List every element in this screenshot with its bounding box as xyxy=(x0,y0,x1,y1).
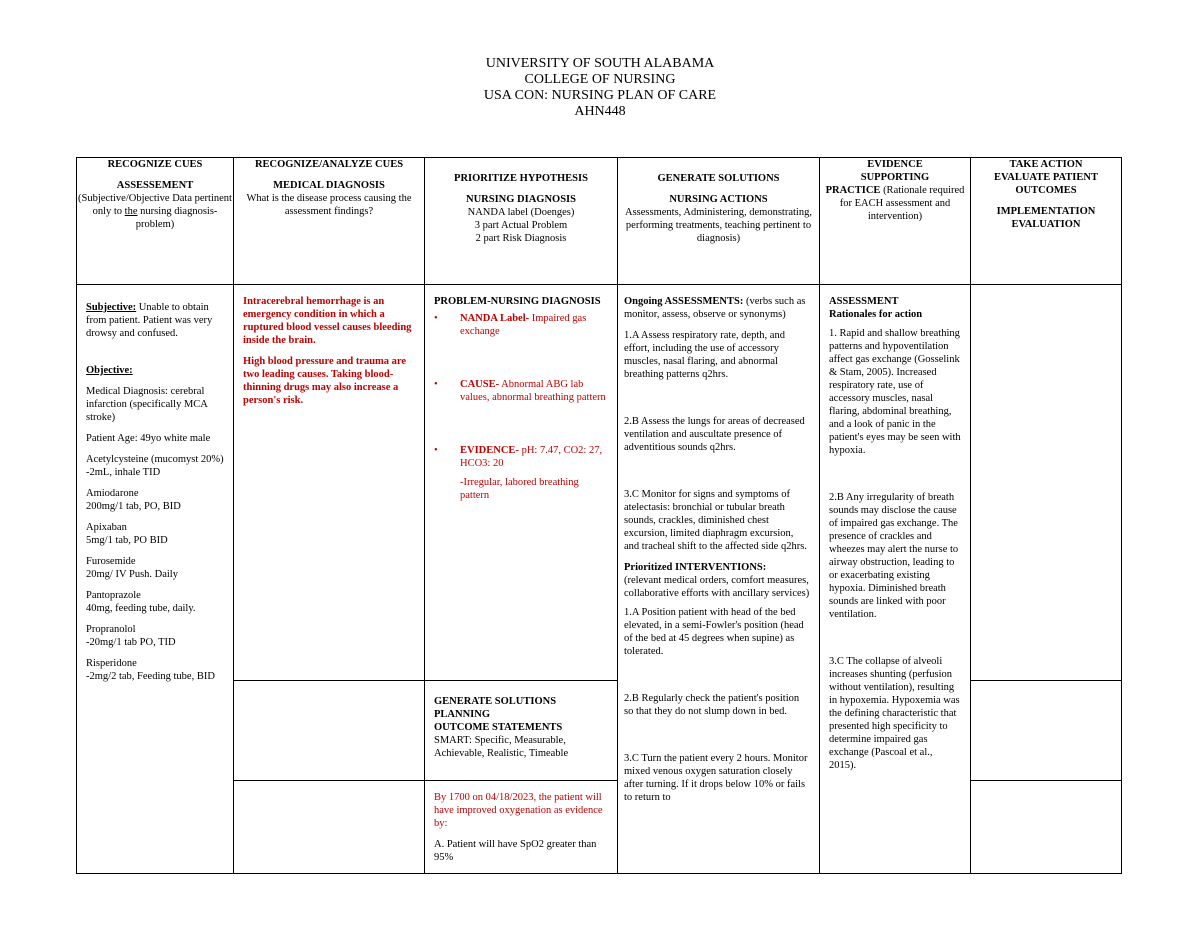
outcome-cell xyxy=(425,781,618,874)
evidence-heading: ASSESSMENT xyxy=(829,296,899,307)
action-assessment-3: 3.C Monitor for signs and symptoms of atelectasis: bronchial or tubular breath sounds, crackles, diminished chest excursion, limited diaphragm excursion, and tracheal shift to the affected side q2hrs. xyxy=(624,489,807,552)
document-title xyxy=(0,56,1200,120)
col-header-evidence: EVIDENCE SUPPORTING PRACTICE (Rationale required for EACH assessment and intervention) xyxy=(820,158,971,285)
outcome-goal: By 1700 on 04/18/2023, the patient will have improved oxygenation as evidence by: xyxy=(434,792,603,829)
col-header-recognize-cues: RECOGNIZE CUES ASSESSEMENT (Subjective/Objective Data pertinent only to the nursing diagnosis-problem) xyxy=(77,158,234,285)
cause-item: • CAUSE- Abnormal ABG lab values, abnormal breathing pattern xyxy=(434,379,606,403)
assessment-item: Pantoprazole 40mg, feeding tube, daily. xyxy=(86,590,196,614)
assessment-item: Furosemide 20mg/ IV Push. Daily xyxy=(86,556,178,580)
evaluation-cell-2 xyxy=(971,681,1122,781)
col-header-analyze-cues: RECOGNIZE/ANALYZE CUES MEDICAL DIAGNOSIS What is the disease process causing the assessment findings? xyxy=(234,158,425,285)
body-row-1 xyxy=(77,285,1122,681)
assessment-item: Acetylcysteine (mucomyst 20%) -2mL, inhale TID xyxy=(86,454,224,478)
ongoing-assessments-label: Ongoing ASSESSMENTS: xyxy=(624,296,744,307)
nanda-label-item: • NANDA Label- Impaired gas exchange xyxy=(434,313,587,337)
care-plan-table xyxy=(76,157,1122,874)
assessment-cell xyxy=(77,285,234,874)
nursing-actions-cell: Ongoing ASSESSMENTS: (verbs such as monitor, assess, observe or synonyms) 1.A Assess respiratory rate, depth, and effort, including the use of accessory muscles, nasal flaring, and abnormal breathing patterns q2hrs. 2.B Assess the lungs for areas of decreased ventilation and auscultate presence of adventitious sounds q2hrs. 3.C Monitor for signs and symptoms of atelectasis: bronchial or tubular breath sounds, crackles, diminished chest excursion, limited diaphragm excursion, and tracheal shift to the affected side q2hrs. Prioritized INTERVENTIONS: (relevant medical orders, comfort measures, collaborative efforts with ancillary services) 1.A Position patient with head of the bed elevated, in a semi-Fowler's position (head of the bed at 45 degrees when supine) as tolerated. 2.B Regularly check the patient's position so that they do not slump down in bed. 3.C Turn the patient every 2 hours. Monitor mixed venous oxygen saturation closely after turning. If it drops below 10% or fails to return to xyxy=(618,285,820,874)
university-name: UNIVERSITY OF SOUTH ALABAMA xyxy=(485,56,715,71)
evaluation-cell-3 xyxy=(971,781,1122,874)
smart-description: SMART: Specific, Measurable, Achievable, Realistic, Timeable xyxy=(434,735,569,759)
medical-dx-para-1: Intracerebral hemorrhage is an emergency condition in which a ruptured blood vessel causes bleeding inside the brain. xyxy=(243,296,412,346)
action-assessment-1: 1.A Assess respiratory rate, depth, and effort, including the use of accessory muscles, nasal flaring, and abnormal breathing patterns q2hrs. xyxy=(624,330,785,380)
assessment-item: Apixaban 5mg/1 tab, PO BID xyxy=(86,522,168,546)
assessment-item: Amiodarone 200mg/1 tab, PO, BID xyxy=(86,488,181,512)
evidence-item: • EVIDENCE- pH: 7.47, CO2: 27, HCO3: 20 -Irregular, labored breathing pattern xyxy=(434,445,603,501)
action-assessment-2: 2.B Assess the lungs for areas of decreased ventilation and auscultate presence of adventitious sounds q2hrs. xyxy=(624,416,805,453)
objective-label: Objective: xyxy=(86,365,133,376)
plan-name: USA CON: NURSING PLAN OF CARE xyxy=(483,88,717,103)
col-header-prioritize: PRIORITIZE HYPOTHESIS NURSING DIAGNOSIS NANDA label (Doenges) 3 part Actual Problem 2 part Risk Diagnosis xyxy=(425,158,618,285)
intervention-2: 2.B Regularly check the patient's position so that they do not slump down in bed. xyxy=(624,693,800,717)
blank-cell-med-3 xyxy=(234,781,425,874)
course-code: AHN448 xyxy=(574,104,626,119)
nursing-diagnosis-cell xyxy=(425,285,618,681)
evidence-cell: ASSESSMENT Rationales for action 1. Rapid and shallow breathing patterns and hypoventilation affect gas exchange (Gosselink & Stam, 2005). Increased respiratory rate, use of accessory muscles, nasal flaring, abdominal breathing, and a look of panic in the patient's eyes may be seen with hypoxia. 2.B Any irregularity of breath sounds may disclose the cause of impaired gas exchange. The presence of crackles and wheezes may alert the nurse to airway obstruction, leading to or exacerbating existing hypoxia. Diminished breath sounds are linked with poor ventilation. 3.C The collapse of alveoli increases shunting (perfusion without ventilation), resulting in hypoxemia. Hypoxemia was the defining characteristic that presented high specificity to determine impaired gas exchange (Pascoal et al., 2015). xyxy=(820,285,971,874)
evaluation-cell-1 xyxy=(971,285,1122,681)
assessment-item: Risperidone -2mg/2 tab, Feeding tube, BID xyxy=(86,658,215,682)
subjective-text: Unable to obtain from patient. Patient was very drowsy and confused. xyxy=(86,302,213,339)
problem-heading: PROBLEM-NURSING DIAGNOSIS xyxy=(434,296,601,307)
subjective-label: Subjective: xyxy=(86,302,137,313)
assessment-item: Propranolol -20mg/1 tab PO, TID xyxy=(86,624,176,648)
intervention-1: 1.A Position patient with head of the bed elevated, in a semi-Fowler's position (head of the bed at 45 degrees when supine) as tolerated. xyxy=(624,607,804,657)
interventions-label: Prioritized INTERVENTIONS: xyxy=(624,562,767,573)
col-header-take-action: TAKE ACTION EVALUATE PATIENT OUTCOMES IMPLEMENTATION EVALUATION xyxy=(971,158,1122,285)
medical-diagnosis-cell xyxy=(234,285,425,681)
medical-dx-para-2: High blood pressure and trauma are two leading causes. Taking blood-thinning drugs may also increase a person's risk. xyxy=(243,356,407,406)
blank-cell-med-2 xyxy=(234,681,425,781)
col-header-generate-solutions: GENERATE SOLUTIONS NURSING ACTIONS Assessments, Administering, demonstrating, performing treatments, teaching pertinent to diagnosis) xyxy=(618,158,820,285)
header-row xyxy=(77,158,1122,285)
intervention-3: 3.C Turn the patient every 2 hours. Monitor mixed venous oxygen saturation closely after turning. If it drops below 10% or fails to return to xyxy=(624,753,808,803)
outcome-criterion: A. Patient will have SpO2 greater than 95% xyxy=(434,839,597,863)
assessment-item: Patient Age: 49yo white male xyxy=(86,433,211,444)
rationale-2: 2.B Any irregularity of breath sounds may disclose the cause of impaired gas exchange. The presence of crackles and wheezes may alert the nurse to airway obstruction, leading to or exacerbating existing hypoxia. Diminished breath sounds are linked with poor ventilation. xyxy=(829,492,959,620)
rationale-1: 1. Rapid and shallow breathing patterns and hypoventilation affect gas exchange (Gosselink & Stam, 2005). Increased respiratory rate, use of accessory muscles, nasal flaring, abdominal breathing, and a look of panic in the patient's eyes may be seen with hypoxia. xyxy=(829,328,961,456)
rationale-3: 3.C The collapse of alveoli increases shunting (perfusion without ventilation), resulting in hypoxemia. Hypoxemia was the defining characteristic that presented high specificity to determine impaired gas exchange (Pascoal et al., 2015). xyxy=(829,656,960,771)
planning-header-cell: GENERATE SOLUTIONS PLANNING OUTCOME STATEMENTS SMART: Specific, Measurable, Achievable, Realistic, Timeable xyxy=(425,681,618,781)
assessment-item: Medical Diagnosis: cerebral infarction (specifically MCA stroke) xyxy=(86,386,208,423)
college-name: COLLEGE OF NURSING xyxy=(524,72,676,87)
